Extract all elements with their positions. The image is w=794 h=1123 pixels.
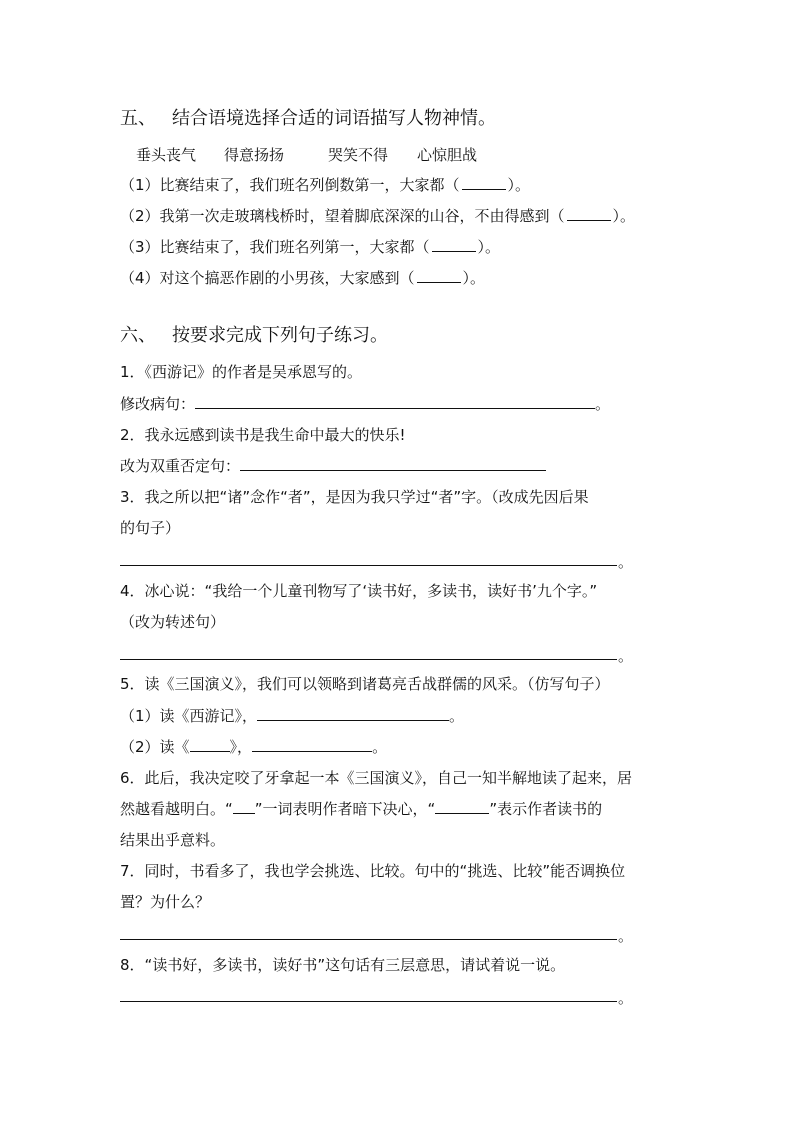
section-5-heading — [120, 107, 496, 131]
word-option-1: 垂头丧气 — [136, 146, 197, 164]
question-text-end: ）。 — [507, 176, 531, 194]
question-text-end: ）。 — [612, 207, 636, 225]
question-7-text: 7．同时，书看多了，我也学会挑选、比较。句中的“挑选、比较”能否调换位 — [120, 862, 626, 880]
section-5-number: 五、 — [120, 108, 156, 129]
question-6-text-cont — [120, 799, 602, 819]
question-1-text: 1．《西游记》的作者是吴承恩写的。 — [120, 363, 363, 381]
question-5-2-row — [120, 737, 387, 757]
period: 。 — [618, 927, 634, 945]
question-text-end: ）。 — [477, 238, 501, 256]
answer-line[interactable] — [240, 456, 546, 471]
book-title-blank[interactable] — [190, 737, 230, 752]
answer-blank[interactable] — [417, 268, 461, 283]
question-4-answer-line[interactable] — [120, 659, 617, 660]
question-text: （2）读《 — [120, 738, 190, 756]
question-text: （4）对这个搞恶作剧的小男孩，大家感到（ — [120, 269, 415, 287]
question-text-end: ）。 — [462, 269, 486, 287]
answer-line[interactable] — [195, 394, 595, 409]
period: 。 — [618, 553, 634, 571]
answer-label: 改为双重否定句： — [120, 457, 241, 475]
section-5-question-1 — [120, 175, 530, 195]
question-1-answer-row — [120, 394, 610, 414]
question-text: 然越看越明白。“ — [120, 800, 233, 818]
word-blank-2[interactable] — [435, 799, 489, 814]
question-text: （1）比赛结束了，我们班名列倒数第一，大家都（ — [120, 176, 460, 194]
word-option-4: 心惊胆战 — [417, 146, 478, 164]
question-3-text: 3．我之所以把“诸”念作“者”，是因为我只学过“者”字。（改成先因后果 — [120, 488, 589, 506]
answer-blank[interactable] — [567, 206, 611, 221]
question-8-answer-line[interactable] — [120, 1001, 617, 1002]
question-2-text: 2．我永远感到读书是我生命中最大的快乐! — [120, 426, 406, 444]
question-text: ”表示作者读书的 — [489, 800, 603, 818]
section-5-question-4 — [120, 268, 485, 288]
question-2-answer-row — [120, 456, 546, 476]
question-text: （2）我第一次走玻璃栈桥时，望着脚底深深的山谷，不由得感到（ — [120, 207, 565, 225]
question-4-text: 4．冰心说：“我给一个儿童刊物写了‘读书好，多读书，读好书’九个字。” — [120, 582, 598, 600]
period: 。 — [372, 738, 388, 756]
question-7-answer-line[interactable] — [120, 939, 617, 940]
section-6-title: 按要求完成下列句子练习。 — [172, 325, 388, 346]
word-option-3: 哭笑不得 — [328, 146, 389, 164]
question-5-text: 5．读《三国演义》，我们可以领略到诸葛亮舌战群儒的风采。（仿写句子） — [120, 675, 610, 693]
question-text: （1）读《西游记》， — [120, 707, 258, 725]
answer-blank[interactable] — [432, 237, 476, 252]
answer-line[interactable] — [257, 706, 449, 721]
question-3-answer-line[interactable] — [120, 565, 617, 566]
question-6-text-end: 结果出乎意料。 — [120, 831, 226, 849]
question-3-text-cont: 的句子） — [120, 519, 181, 537]
question-7-text-cont: 置？为什么？ — [120, 893, 211, 911]
section-5-question-3 — [120, 237, 500, 257]
question-6-text: 6．此后，我决定咬了牙拿起一本《三国演义》，自己一知半解地读了起来，居 — [120, 769, 633, 787]
answer-label: 修改病句： — [120, 395, 196, 413]
section-5-question-2 — [120, 206, 635, 226]
section-5-title: 结合语境选择合适的词语描写人物神情。 — [172, 108, 496, 129]
period: 。 — [595, 395, 611, 413]
question-5-1-row — [120, 706, 464, 726]
period: 。 — [618, 647, 634, 665]
word-bank — [136, 145, 477, 165]
section-6-number: 六、 — [120, 325, 156, 346]
question-text: 》， — [229, 738, 253, 756]
question-text: ”一词表明作者暗下决心，“ — [254, 800, 436, 818]
answer-blank[interactable] — [462, 175, 506, 190]
section-6-heading — [120, 324, 388, 348]
answer-line[interactable] — [252, 737, 372, 752]
word-blank-1[interactable] — [233, 799, 255, 814]
question-4-text-cont: （改为转述句） — [120, 613, 226, 631]
period: 。 — [449, 707, 465, 725]
question-8-text: 8．“读书好，多读书，读好书”这句话有三层意思，请试着说一说。 — [120, 956, 566, 974]
word-option-2: 得意扬扬 — [224, 146, 285, 164]
question-text: （3）比赛结束了，我们班名列第一，大家都（ — [120, 238, 430, 256]
period: 。 — [618, 989, 634, 1007]
